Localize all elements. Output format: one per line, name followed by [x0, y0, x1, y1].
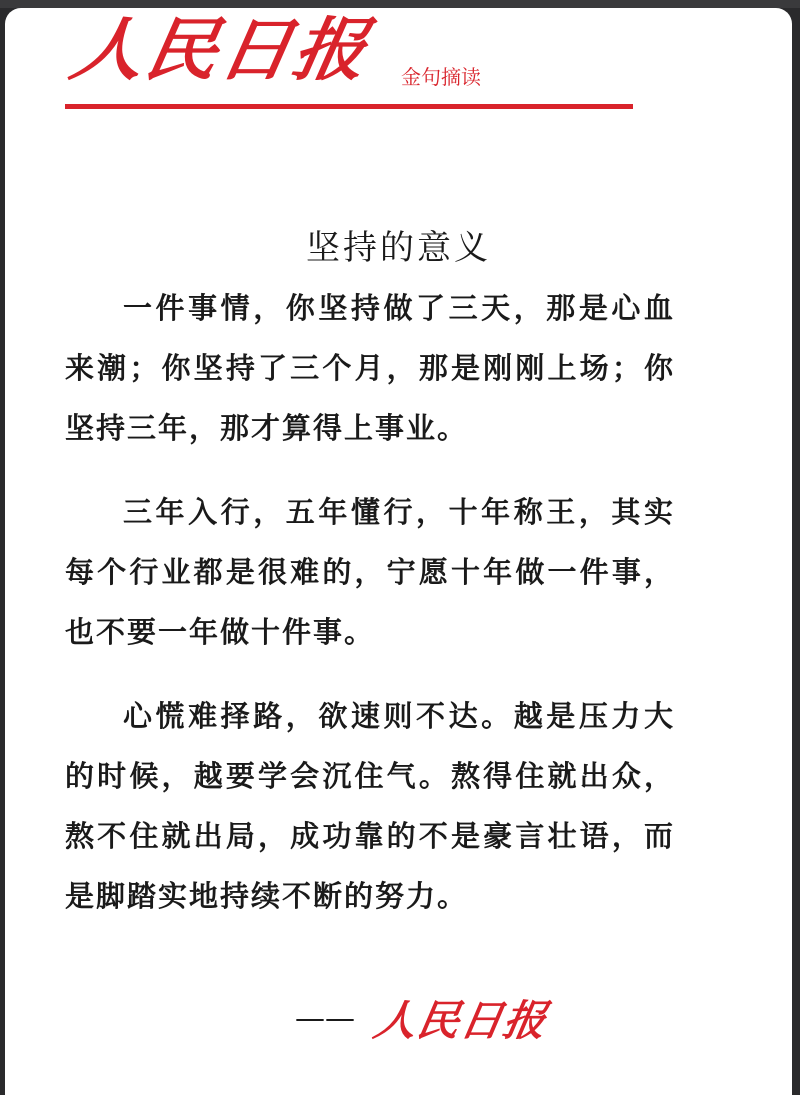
- signature-logo: 人民日报: [370, 996, 551, 1045]
- signature-dash: ——: [295, 1000, 355, 1036]
- paragraph: 三年入行，五年懂行，十年称王，其实每个行业都是很难的，宁愿十年做一件事，也不要一年做十件事。: [65, 495, 675, 649]
- masthead-logo: 人民日报: [64, 9, 376, 90]
- article-title: 坚持的意义: [306, 228, 491, 268]
- article-body: [65, 278, 675, 950]
- signature: [295, 988, 551, 1048]
- column-label: 金句摘读: [401, 65, 481, 89]
- paragraph: 一件事情，你坚持做了三天，那是心血来潮；你坚持了三个月，那是刚刚上场；你坚持三年，那才算得上事业。: [65, 291, 675, 445]
- screen-top-edge: [0, 0, 800, 8]
- masthead-divider: [65, 104, 633, 109]
- paragraph: 心慌难择路，欲速则不达。越是压力大的时候，越要学会沉住气。熬得住就出众，熬不住就出局，成功靠的不是豪言壮语，而是脚踏实地持续不断的努力。: [65, 699, 675, 913]
- newspaper-page: [5, 8, 792, 1095]
